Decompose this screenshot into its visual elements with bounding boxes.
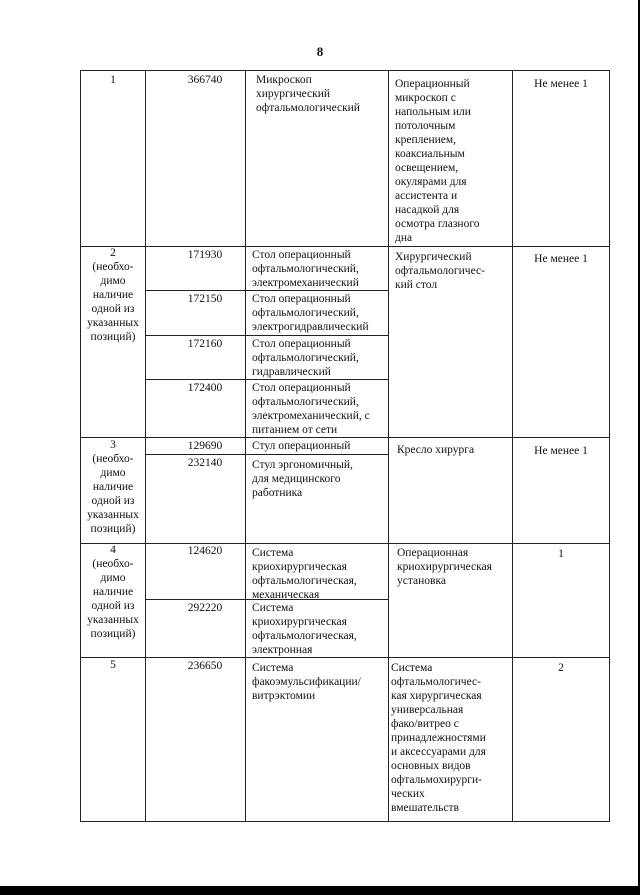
equipment-name: Микроскоп хирургический офтальмологический [256, 74, 360, 114]
nomenclature-code: 172400 [187, 382, 223, 394]
row-number: 1 [110, 74, 116, 86]
nomenclature-code: 236650 [187, 660, 223, 672]
equipment-name: Система криохирургическая офтальмологическая, механическая [252, 547, 357, 601]
nomenclature-code: 172150 [187, 293, 223, 305]
equipment-name: Стол операционный офтальмологический, электрогидравлический [252, 293, 369, 333]
nomenclature-code: 124620 [187, 545, 223, 557]
required-quantity: 1 [558, 548, 564, 560]
sub-row-divider [145, 290, 388, 291]
row-number: 3 (необхо- димо наличие одной из указанных позиций) [87, 439, 139, 535]
row-divider [80, 657, 610, 658]
column-divider [245, 70, 246, 822]
table-border-bottom [80, 821, 610, 822]
nomenclature-code: 232140 [187, 457, 223, 469]
equipment-description: Система офтальмологичес- кая хирургическая универсальная фако/витрео с принадлежностями и аксессуарами для основных видов офтальмохирурги- ческих вмешательств [391, 662, 486, 814]
equipment-name: Система факоэмульсификации/ витрэктомии [252, 662, 361, 702]
row-divider [80, 437, 610, 438]
equipment-name: Система криохирургическая офтальмологическая, электронная [252, 602, 357, 656]
equipment-description: Кресло хирурга [397, 444, 475, 456]
equipment-description: Хирургический офтальмологичес- кий стол [395, 251, 485, 291]
nomenclature-code: 366740 [187, 74, 223, 86]
column-divider [388, 70, 389, 822]
equipment-name: Стол операционный офтальмологический, гидравлический [252, 338, 359, 378]
equipment-name: Стол операционный офтальмологический, электромеханический [252, 249, 359, 289]
required-quantity: Не менее 1 [534, 78, 588, 90]
required-quantity: 2 [558, 662, 564, 674]
row-number: 4 (необхо- димо наличие одной из указанных позиций) [87, 544, 139, 640]
equipment-description: Операционная криохирургическая установка [397, 547, 492, 587]
sub-row-divider [145, 335, 388, 336]
equipment-table [80, 70, 610, 822]
nomenclature-code: 172160 [187, 338, 223, 350]
nomenclature-code: 129690 [187, 440, 223, 452]
equipment-name: Стол операционный офтальмологический, электромеханический, с питанием от сети [252, 382, 370, 436]
required-quantity: Не менее 1 [534, 445, 588, 457]
sub-row-divider [145, 454, 388, 455]
equipment-name: Стул эргономичный, для медицинского работника [252, 459, 353, 499]
table-border-right [609, 70, 610, 822]
required-quantity: Не менее 1 [534, 253, 588, 265]
row-number: 2 (необхо- димо наличие одной из указанных позиций) [87, 247, 139, 343]
row-divider [80, 246, 610, 247]
scan-edge-bottom [0, 886, 640, 895]
table-border-left [80, 70, 81, 822]
row-number: 5 [110, 659, 116, 671]
row-divider [80, 543, 610, 544]
sub-row-divider [145, 379, 388, 380]
nomenclature-code: 292220 [187, 602, 223, 614]
column-divider [145, 70, 146, 822]
equipment-description: Операционный микроскоп с напольным или потолочным креплением, коаксиальным освещением, окулярами для ассистента и насадкой для осмотра глазного дна [395, 78, 480, 244]
page-number: 8 [316, 44, 324, 59]
nomenclature-code: 171930 [187, 249, 223, 261]
equipment-name: Стул операционный [252, 440, 351, 452]
table-border-top [80, 70, 610, 71]
